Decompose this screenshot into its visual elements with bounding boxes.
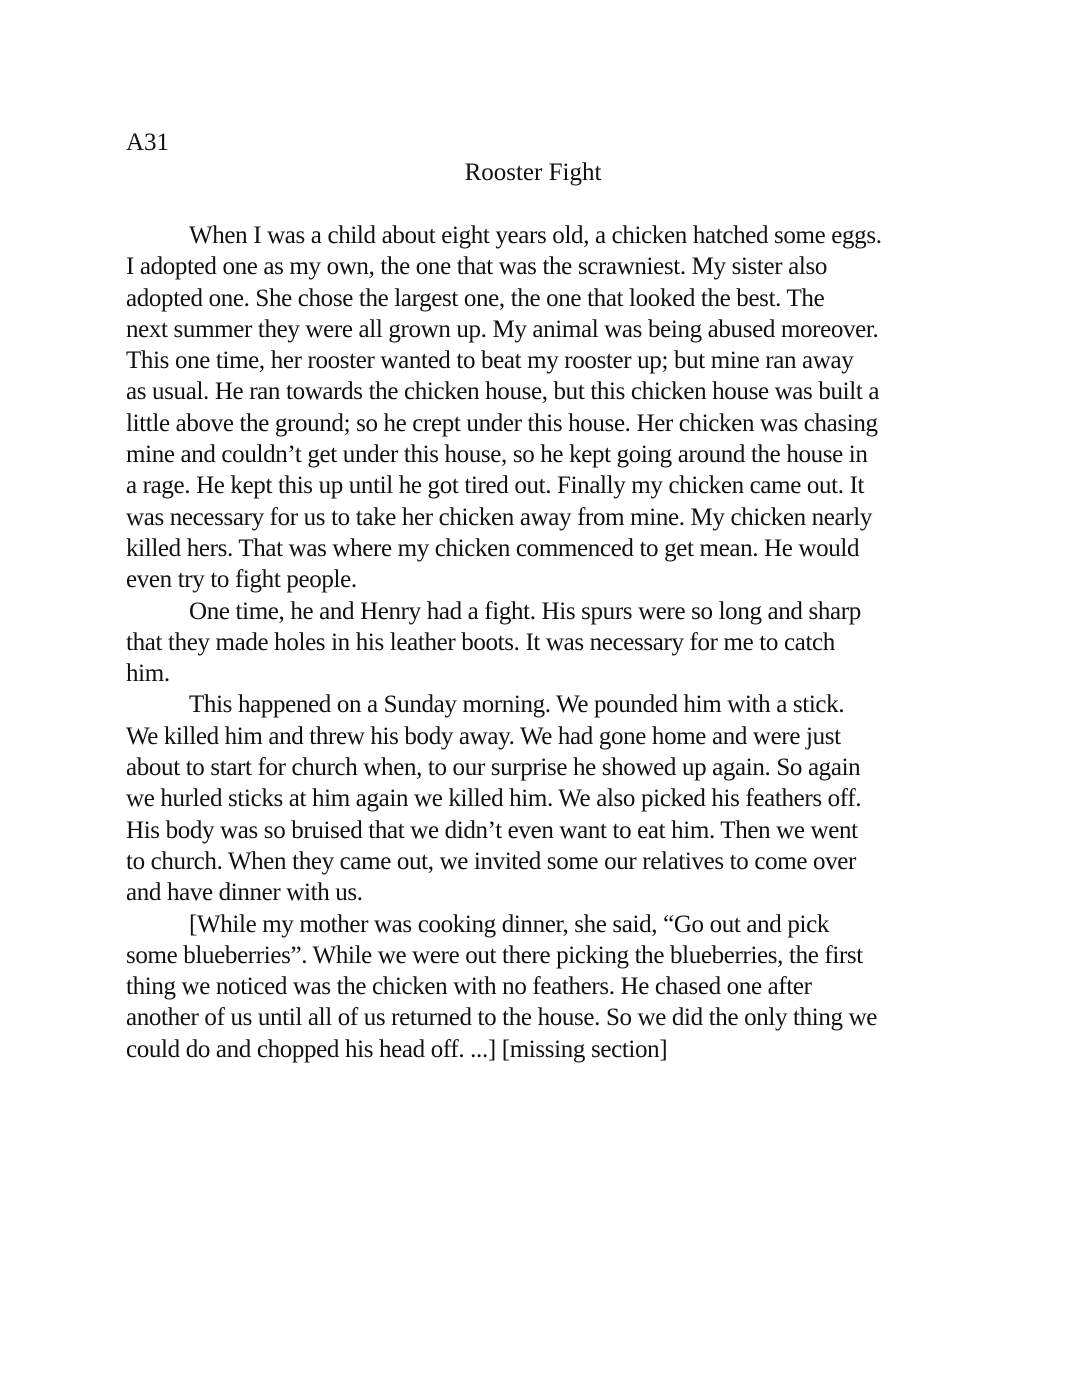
- body-text-line: and have dinner with us.: [126, 879, 363, 907]
- body-text-line: thing we noticed was the chicken with no feathers. He chased one after: [126, 973, 812, 1001]
- body-text-line: him.: [126, 660, 170, 688]
- body-text-line: I adopted one as my own, the one that was the scrawniest. My sister also: [126, 253, 828, 281]
- body-text-line: was necessary for us to take her chicken away from mine. My chicken nearly: [126, 503, 873, 531]
- body-text-line: could do and chopped his head off. ...] [missing section]: [126, 1035, 668, 1063]
- body-text-line: a rage. He kept this up until he got tired out. Finally my chicken came out. It: [126, 472, 865, 500]
- body-text-line: This happened on a Sunday morning. We pounded him with a stick.: [189, 691, 845, 719]
- body-text-line: some blueberries”. While we were out there picking the blueberries, the first: [126, 941, 863, 969]
- body-text-line: mine and couldn’t get under this house, so he kept going around the house in: [126, 441, 868, 469]
- body-text-line: [While my mother was cooking dinner, she said, “Go out and pick: [189, 910, 829, 938]
- body-text-line: little above the ground; so he crept under this house. Her chicken was chasing: [126, 409, 878, 437]
- body-text-line: about to start for church when, to our surprise he showed up again. So again: [126, 754, 861, 782]
- body-text-line: next summer they were all grown up. My animal was being abused moreover.: [126, 315, 879, 343]
- body-text-line: When I was a child about eight years old, a chicken hatched some eggs.: [189, 222, 882, 249]
- body-text-line: we hurled sticks at him again we killed him. We also picked his feathers off.: [126, 785, 862, 813]
- body-text-line: adopted one. She chose the largest one, the one that looked the best. The: [126, 284, 825, 312]
- document-title: Rooster Fight: [464, 159, 602, 186]
- body-text-line: One time, he and Henry had a fight. His spurs were so long and sharp: [189, 597, 861, 625]
- body-text-line: We killed him and threw his body away. We had gone home and were just: [126, 722, 841, 750]
- body-text-line: killed hers. That was where my chicken commenced to get mean. He would: [126, 534, 860, 562]
- document-id: A31: [126, 129, 170, 156]
- body-text-line: even try to fight people.: [126, 566, 357, 594]
- body-text-line: another of us until all of us returned to the house. So we did the only thing we: [126, 1004, 878, 1032]
- body-text-line: His body was so bruised that we didn’t even want to eat him. Then we went: [126, 816, 858, 844]
- body-text-line: as usual. He ran towards the chicken house, but this chicken house was built a: [126, 378, 880, 406]
- body-text-line: to church. When they came out, we invited some our relatives to come over: [126, 847, 856, 875]
- body-text-line: This one time, her rooster wanted to beat my rooster up; but mine ran away: [126, 347, 854, 375]
- document-body: [126, 220, 946, 1065]
- body-text-line: that they made holes in his leather boots. It was necessary for me to catch: [126, 628, 835, 656]
